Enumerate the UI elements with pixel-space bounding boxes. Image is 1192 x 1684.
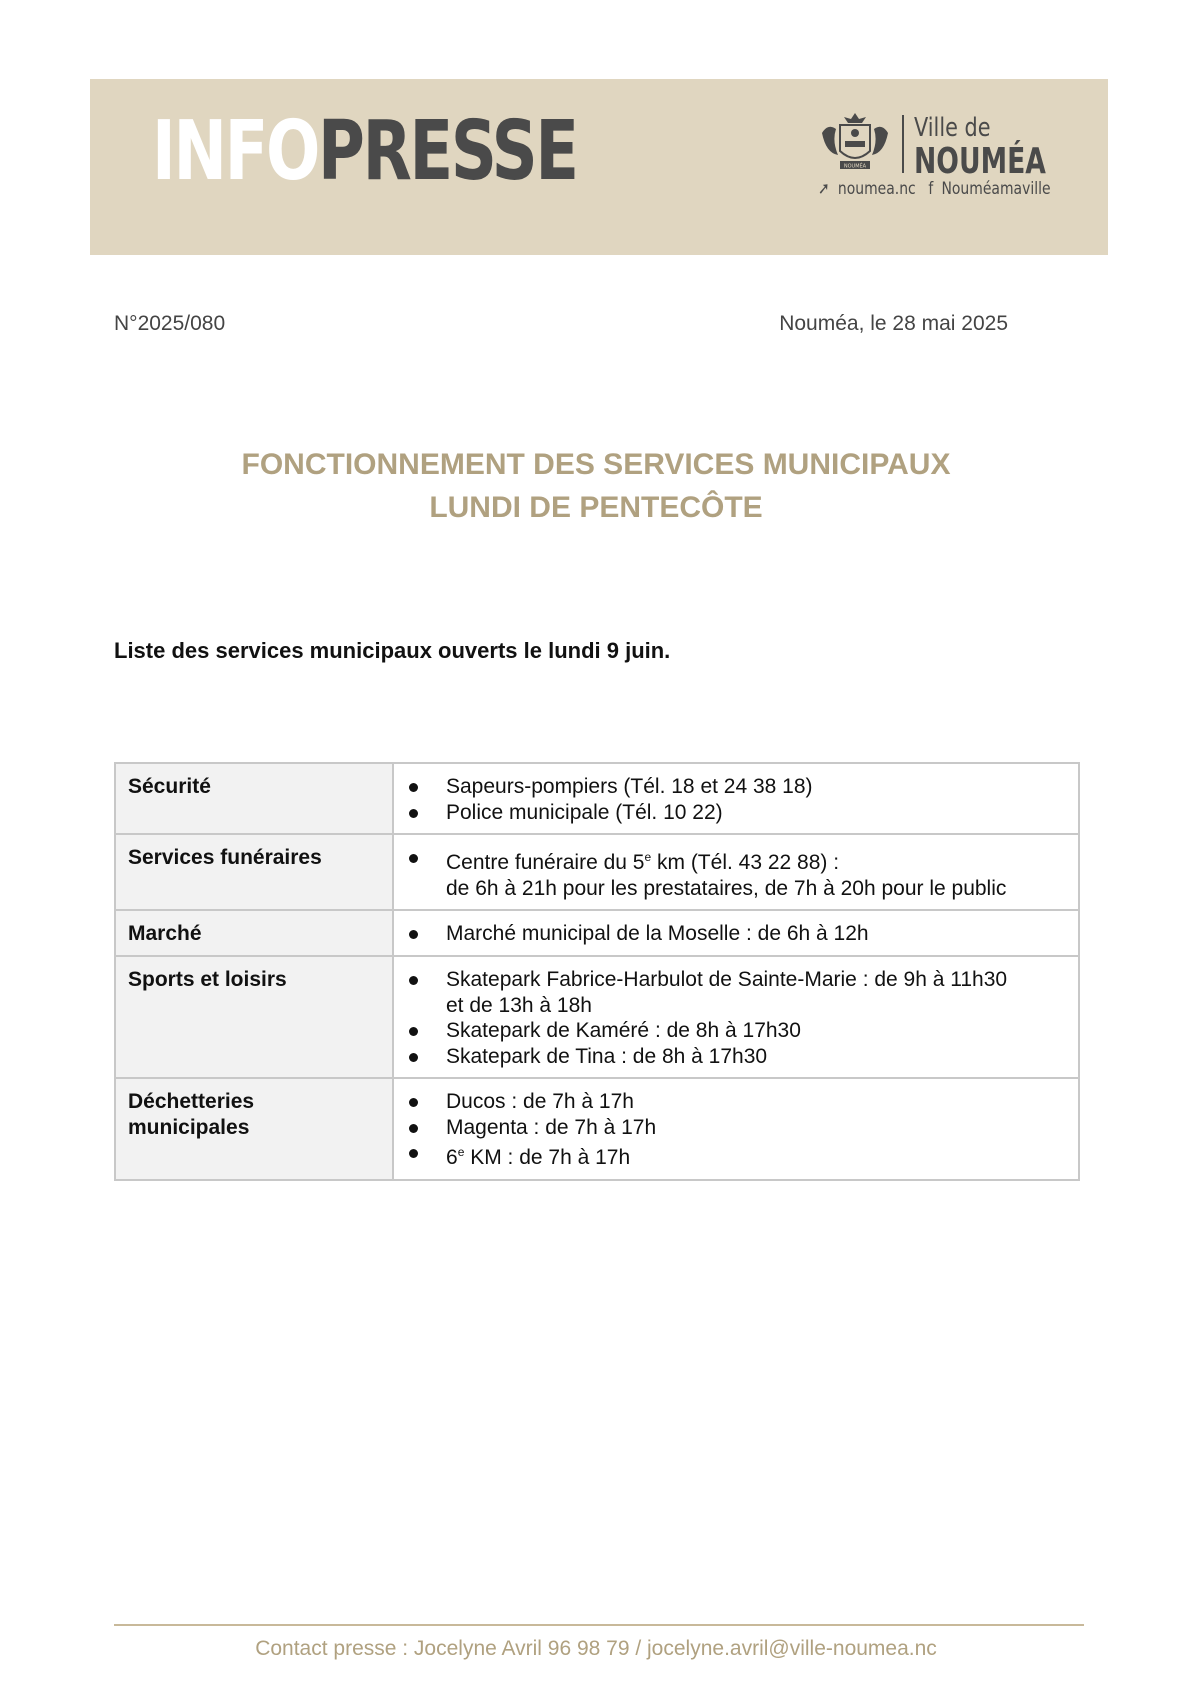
logo-socials — [818, 179, 1059, 199]
item-text: 6 — [446, 1146, 458, 1169]
arrow-icon: ➚ — [818, 179, 830, 199]
logo-ville-de: Ville de — [914, 113, 991, 143]
items-cell — [393, 763, 1079, 834]
list-item: Sapeurs-pompiers (Tél. 18 et 24 38 18) — [406, 774, 1066, 800]
logo-facebook: Nouméamaville — [941, 179, 1051, 199]
crest-motto: NOUMÉA — [843, 163, 867, 170]
list-item: Ducos : de 7h à 17h — [406, 1089, 1066, 1115]
press-release-date: Nouméa, le 28 mai 2025 — [779, 312, 1008, 335]
logo-divider — [902, 115, 904, 173]
table-row — [115, 834, 1079, 910]
facebook-icon: f — [928, 179, 934, 199]
logo-noumea: NOUMÉA — [914, 141, 1046, 182]
press-contact: Contact presse : Jocelyne Avril 96 98 79 / jocelyne.avril@ville-noumea.nc — [255, 1637, 937, 1660]
logo-website: noumea.nc — [837, 179, 916, 199]
list-item: Police municipale (Tél. 10 22) — [406, 800, 1066, 826]
intro-text: Liste des services municipaux ouverts le lundi 9 juin. — [114, 638, 671, 663]
footer-divider — [114, 1624, 1084, 1626]
city-logo — [818, 111, 1058, 201]
item-text-continued: et de 13h à 18h — [446, 993, 592, 1017]
item-text: km (Tél. 43 22 88) : — [651, 851, 840, 874]
list-item: Skatepark de Tina : de 8h à 17h30 — [406, 1044, 1066, 1070]
table-row — [115, 763, 1079, 834]
list-item — [406, 845, 1066, 901]
items-cell — [393, 834, 1079, 910]
item-text: Centre funéraire du 5 — [446, 851, 645, 874]
brand-info: INFO — [152, 104, 319, 199]
category-cell: Marché — [115, 910, 393, 956]
category-cell: Sécurité — [115, 763, 393, 834]
category-cell: Services funéraires — [115, 834, 393, 910]
category-line1: Déchetteries — [128, 1090, 255, 1113]
item-hours: de 6h à 21h pour les prestataires, de 7h à 20h pour le public — [446, 876, 1007, 900]
brand-presse: PRESSE — [318, 104, 577, 199]
items-cell — [393, 956, 1079, 1078]
items-cell — [393, 1078, 1079, 1180]
table-row — [115, 910, 1079, 956]
services-table — [114, 762, 1080, 1181]
page-title-line2: LUNDI DE PENTECÔTE — [429, 491, 763, 524]
superscript: e — [644, 850, 652, 864]
superscript: e — [457, 1145, 465, 1159]
category-cell — [115, 1078, 393, 1180]
category-cell: Sports et loisirs — [115, 956, 393, 1078]
table-row — [115, 1078, 1079, 1180]
list-item: Skatepark de Kaméré : de 8h à 17h30 — [406, 1018, 1066, 1044]
items-cell — [393, 910, 1079, 956]
press-release-number: N°2025/080 — [114, 312, 226, 335]
page-title-line1: FONCTIONNEMENT DES SERVICES MUNICIPAUX — [241, 448, 951, 481]
brand-title — [152, 104, 577, 199]
city-crest-icon — [818, 111, 892, 175]
table-row — [115, 956, 1079, 1078]
list-item — [406, 1140, 1066, 1171]
header-banner — [90, 79, 1108, 255]
list-item: Marché municipal de la Moselle : de 6h à 12h — [406, 921, 1066, 947]
list-item: Magenta : de 7h à 17h — [406, 1115, 1066, 1141]
category-line2: municipales — [128, 1116, 250, 1139]
item-text: KM : de 7h à 17h — [464, 1146, 631, 1169]
list-item — [406, 967, 1066, 1018]
item-text: Skatepark Fabrice-Harbulot de Sainte-Marie : de 9h à 11h30 — [446, 968, 1008, 991]
